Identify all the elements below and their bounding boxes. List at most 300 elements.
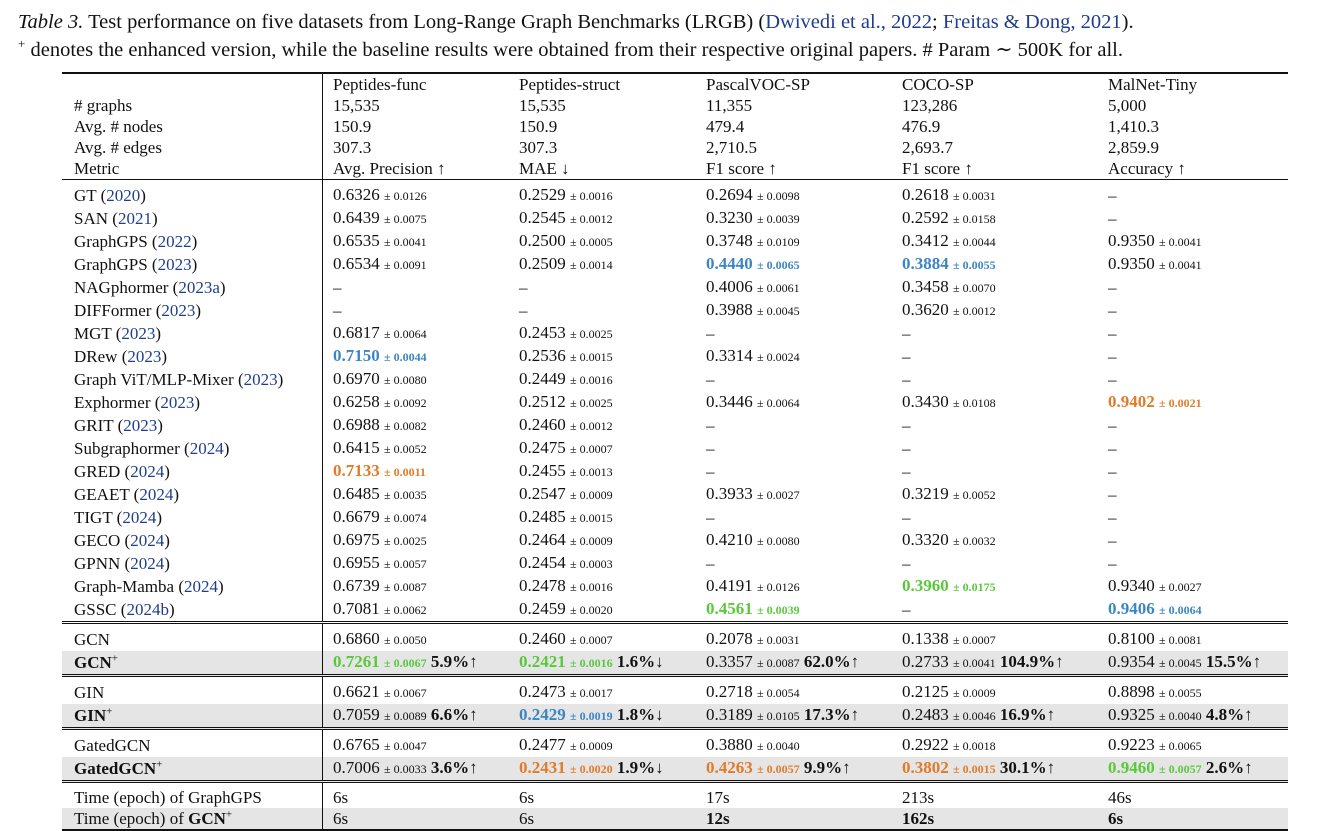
score-value: 0.2078 [706,629,753,648]
table-cell [696,575,892,598]
score-std: ± 0.0015 [570,350,613,364]
model-name: TIGT [74,508,113,527]
table-cell [323,276,510,299]
model-citation-link[interactable]: 2024 [184,577,218,596]
model-name: Graph-Mamba [74,577,175,596]
table-cell [509,230,696,253]
table-cell [892,180,1098,208]
score-value: – [1108,531,1117,550]
improvement-value: 62.0%↑ [803,652,860,671]
value-group [1108,758,1202,777]
score-value: 0.6326 [333,185,380,204]
model-citation-link[interactable]: 2021 [117,209,152,228]
score-value: 0.6739 [333,576,380,595]
table-cell [892,704,1098,729]
value-group [706,484,800,503]
improvement-value: 6.6%↑ [430,705,478,724]
table-cell [696,729,892,758]
dataset-metric: MAE ↓ [519,159,570,178]
value-group [706,439,715,458]
table-cell [1098,158,1288,180]
value-group [519,185,613,204]
table-cell [323,230,510,253]
model-citation-link[interactable]: 2023 [121,324,156,343]
time-value: 12s [706,809,730,828]
table-cell [696,299,892,322]
score-std: ± 0.0062 [384,603,427,617]
table-cell [892,676,1098,705]
table-row [62,460,1288,483]
plus-sup: + [111,652,118,665]
value-group [902,231,996,250]
improvement-value: 15.5%↑ [1205,652,1262,671]
value-group [1108,209,1117,228]
value-group [519,369,613,388]
table-cell [509,460,696,483]
score-std: ± 0.0007 [570,633,613,647]
table-row [62,299,1288,322]
score-value: – [902,508,911,527]
dataset-metric: Avg. Precision ↑ [333,159,446,178]
value-group [333,461,426,480]
table-cell [1098,704,1288,729]
score-std: ± 0.0005 [570,235,613,249]
table-row [62,253,1288,276]
table-cell [323,299,510,322]
value-group [1108,576,1202,595]
score-std: ± 0.0089 [384,709,427,723]
value-group [902,462,911,481]
table-cell [323,322,510,345]
value-group [519,346,613,365]
table-cell [892,437,1098,460]
score-std: ± 0.0055 [1159,686,1202,700]
model-citation-link[interactable]: 2024 [139,485,174,504]
table-cell [62,95,323,116]
table-caption [18,8,1318,64]
score-value: – [519,278,528,297]
value-group [1108,439,1117,458]
table-cell [323,757,510,782]
table-row [62,345,1288,368]
model-name: Graph ViT/MLP-Mixer [74,370,234,389]
table-cell: Graph-Mamba (2024) [74,577,224,596]
score-std: ± 0.0035 [384,488,427,502]
score-value: 0.4210 [706,530,753,549]
table-row [62,483,1288,506]
score-value: – [1108,439,1117,458]
table-cell: GRED (2024) [74,462,170,481]
model-citation-link[interactable]: 2022 [157,232,192,251]
table-cell: MGT (2023) [74,324,162,343]
value-group [519,576,613,595]
score-std: ± 0.0070 [953,281,996,295]
table-cell [696,73,892,95]
score-value: 0.8100 [1108,629,1155,648]
value-group [333,254,427,273]
score-value: 0.7261 [333,652,380,671]
table-cell [323,207,510,230]
value-group [333,530,427,549]
table-cell [696,116,892,137]
score-std: ± 0.0017 [570,686,613,700]
score-std: ± 0.0011 [384,465,426,479]
score-value: – [333,301,342,320]
value-group [902,508,911,527]
value-group [1108,508,1117,527]
score-value: 0.3446 [706,392,753,411]
score-value: – [1108,462,1117,481]
table-cell [1098,676,1288,705]
value-group [706,392,800,411]
model-citation-link[interactable]: 2023 [123,416,158,435]
table-row [62,368,1288,391]
score-value: 0.2475 [519,438,566,457]
model-citation-link[interactable]: 2023 [160,393,195,412]
score-value: 0.2718 [706,682,753,701]
value-group [333,438,427,457]
score-std: ± 0.0015 [953,762,996,776]
value-group [333,735,427,754]
citation-link-freitas[interactable]: Freitas & Dong, 2021 [942,11,1122,33]
model-citation-link[interactable]: 2023 [127,347,162,366]
table-cell [323,73,510,95]
model-citation-link[interactable]: 2024 [189,439,224,458]
value-group [902,705,996,724]
value-group [519,599,613,618]
value-group [519,507,613,526]
value-group [706,231,800,250]
value-group [1108,324,1117,343]
dataset-edges: 307.3 [333,138,372,157]
table-cell [509,137,696,158]
time-value: 6s [1108,809,1124,828]
table-cell [323,158,510,180]
score-value: 0.2459 [519,599,566,618]
value-group [333,652,427,671]
score-std: ± 0.0007 [570,442,613,456]
score-value: 0.9406 [1108,599,1155,618]
time-label-model: GCN [188,809,226,828]
dataset-name: MalNet-Tiny [1108,75,1198,94]
score-std: ± 0.0016 [570,656,613,670]
value-group [1108,347,1117,366]
dataset-edges: 307.3 [519,138,558,157]
score-value: 0.7081 [333,599,380,618]
value-group [706,185,800,204]
score-std: ± 0.0158 [953,212,996,226]
table-cell [509,322,696,345]
score-value: 0.2483 [902,705,949,724]
table-row [62,158,1288,180]
table-cell [509,808,696,830]
table-cell [696,598,892,623]
value-group [1108,705,1202,724]
model-citation-link[interactable]: 2024 [130,554,165,573]
value-group [706,530,800,549]
score-value: 0.2477 [519,735,566,754]
value-group [333,323,427,342]
score-value: 0.6485 [333,484,380,503]
model-name: GRIT [74,416,114,435]
score-std: ± 0.0175 [953,580,996,594]
score-value: 0.2592 [902,208,949,227]
score-std: ± 0.0064 [384,327,427,341]
score-value: 0.3988 [706,300,753,319]
table-cell [323,575,510,598]
dataset-nodes: 476.9 [902,117,941,136]
score-value: – [1108,416,1117,435]
table-row [62,95,1288,116]
value-group [706,300,800,319]
table-row [62,116,1288,137]
score-std: ± 0.0009 [570,739,613,753]
table-cell [323,651,510,676]
table-cell: GT (2020) [62,180,323,208]
table-cell [1098,276,1288,299]
table-cell [509,704,696,729]
value-group [1108,462,1117,481]
table-cell [509,276,696,299]
table-cell [1098,483,1288,506]
table-cell [1098,73,1288,95]
score-value: 0.2733 [902,652,949,671]
value-group [333,231,427,250]
model-name: GatedGCN [74,736,151,755]
model-name: GT [74,186,97,205]
table-cell [1098,757,1288,782]
table-cell [509,623,696,652]
table-cell [509,368,696,391]
citation-link-dwivedi[interactable]: Dwivedi et al., 2022 [765,11,933,33]
model-citation-link[interactable]: 2023 [161,301,196,320]
table-cell [696,276,892,299]
value-group [902,600,911,619]
table-cell [892,207,1098,230]
score-value: 0.6975 [333,530,380,549]
value-group [333,629,427,648]
table-cell [1098,137,1288,158]
model-citation-link[interactable]: 2024 [130,531,165,550]
plus-sup: + [156,758,163,771]
time-value: 162s [902,809,935,828]
table-cell [696,552,892,575]
dataset-name: Peptides-func [333,75,427,94]
value-group [902,185,996,204]
table-cell [892,391,1098,414]
table-cell [509,552,696,575]
dataset-metric: F1 score ↑ [902,159,973,178]
table-cell [62,623,323,652]
model-citation-link[interactable]: 2024 [122,508,157,527]
table-cell: DIFFormer (2023) [74,301,202,320]
score-value: 0.2512 [519,392,566,411]
score-value: – [706,462,715,481]
score-std: ± 0.0080 [757,534,800,548]
table-cell [509,757,696,782]
model-name: DIFFormer [74,301,152,320]
score-std: ± 0.0108 [953,396,996,410]
table-cell [696,345,892,368]
score-value: 0.4263 [706,758,753,777]
model-name: NAGphormer [74,278,169,297]
value-group [706,208,800,227]
table-cell [323,483,510,506]
caption-plus-sup: + [18,36,26,52]
table-cell [323,391,510,414]
table-cell [696,414,892,437]
score-value: 0.9350 [1108,231,1155,250]
table-cell [509,345,696,368]
table-row [62,552,1288,575]
table-cell [509,529,696,552]
table-cell [323,676,510,705]
model-citation-link[interactable]: 2024 [130,462,165,481]
value-group [706,735,800,754]
improvement-value: 2.6%↑ [1205,758,1253,777]
table-cell [323,460,510,483]
value-group [706,682,800,701]
table-cell [509,483,696,506]
score-std: ± 0.0009 [570,488,613,502]
score-value: 0.3320 [902,530,949,549]
table-row [62,704,1288,729]
table-cell [1098,729,1288,758]
table-cell [509,299,696,322]
value-group [519,461,613,480]
score-std: ± 0.0018 [953,739,996,753]
table-cell [323,345,510,368]
score-value: – [1108,347,1117,366]
model-name: GEAET [74,485,130,504]
improvement-value: 1.6%↓ [616,652,664,671]
value-group [902,324,911,343]
value-group [333,278,342,297]
table-cell [62,651,323,676]
value-group [1108,416,1117,435]
score-value: 0.6535 [333,231,380,250]
score-value: 0.2618 [902,185,949,204]
table-row [62,651,1288,676]
value-group [902,554,911,573]
value-group [1108,652,1202,671]
value-group [1108,629,1202,648]
stat-label: Avg. # edges [74,138,162,157]
score-value: – [333,278,342,297]
dataset-graphs: 11,355 [706,96,753,115]
score-value: 0.9354 [1108,652,1155,671]
score-std: ± 0.0087 [757,656,800,670]
table-cell [62,116,323,137]
model-citation-link[interactable]: 2023 [243,370,278,389]
score-value: 0.2455 [519,461,566,480]
score-std: ± 0.0067 [384,686,427,700]
plus-sup: + [106,705,113,718]
table-cell [1098,529,1288,552]
table-cell [323,782,510,809]
score-std: ± 0.0045 [757,304,800,318]
table-cell [696,391,892,414]
score-value: 0.2453 [519,323,566,342]
table-row [62,137,1288,158]
score-value: – [902,324,911,343]
table-cell [323,95,510,116]
model-name: Subgraphormer [74,439,180,458]
score-value: 0.6258 [333,392,380,411]
value-group [902,629,996,648]
score-value: 0.2922 [902,735,949,754]
model-name-enhanced: GCN [74,653,112,672]
model-name: SAN [74,209,109,228]
score-std: ± 0.0033 [384,762,427,776]
table-cell [323,623,510,652]
table-cell [1098,322,1288,345]
table-cell [1098,623,1288,652]
model-name: MGT [74,324,112,343]
score-value: – [519,301,528,320]
improvement-value: 30.1%↑ [999,758,1056,777]
dataset-graphs: 15,535 [519,96,566,115]
value-group [1108,392,1202,411]
model-citation-link[interactable]: 2024b [126,600,169,619]
table-cell [509,676,696,705]
score-std: ± 0.0027 [1159,580,1202,594]
model-citation-link[interactable]: 2023a [178,278,220,297]
score-std: ± 0.0014 [570,258,613,272]
score-value: 0.3357 [706,652,753,671]
table-cell [1098,368,1288,391]
score-value: 0.3933 [706,484,753,503]
caption-text: Test performance on five datasets from Long-Range Graph Benchmarks (LRGB) ( [83,11,766,33]
table-row [62,391,1288,414]
table-cell [1098,437,1288,460]
model-citation-link[interactable]: 2023 [157,255,192,274]
model-name: DRew [74,347,118,366]
value-group [902,347,911,366]
score-value: 0.6439 [333,208,380,227]
table-cell [892,253,1098,276]
improvement-value: 5.9%↑ [430,652,478,671]
score-value: 0.7006 [333,758,380,777]
table-cell [892,345,1098,368]
value-group [333,301,342,320]
value-group [333,346,427,365]
score-value: 0.2509 [519,254,566,273]
score-std: ± 0.0016 [570,373,613,387]
table-cell [323,137,510,158]
dataset-name: PascalVOC-SP [706,75,810,94]
value-group [1108,278,1117,297]
model-citation-link[interactable]: 2020 [106,186,141,205]
value-group [1108,231,1202,250]
table-cell [696,437,892,460]
table-cell [696,704,892,729]
value-group [333,758,427,777]
value-group [706,652,800,671]
table-cell [1098,808,1288,830]
dataset-nodes: 150.9 [333,117,372,136]
table-cell [892,575,1098,598]
improvement-value: 1.8%↓ [616,705,664,724]
score-std: ± 0.0021 [1159,396,1202,410]
score-value: – [902,439,911,458]
score-std: ± 0.0061 [757,281,800,295]
score-value: – [902,554,911,573]
table-cell [696,460,892,483]
value-group [902,392,996,411]
table-row [62,414,1288,437]
score-std: ± 0.0046 [953,709,996,723]
